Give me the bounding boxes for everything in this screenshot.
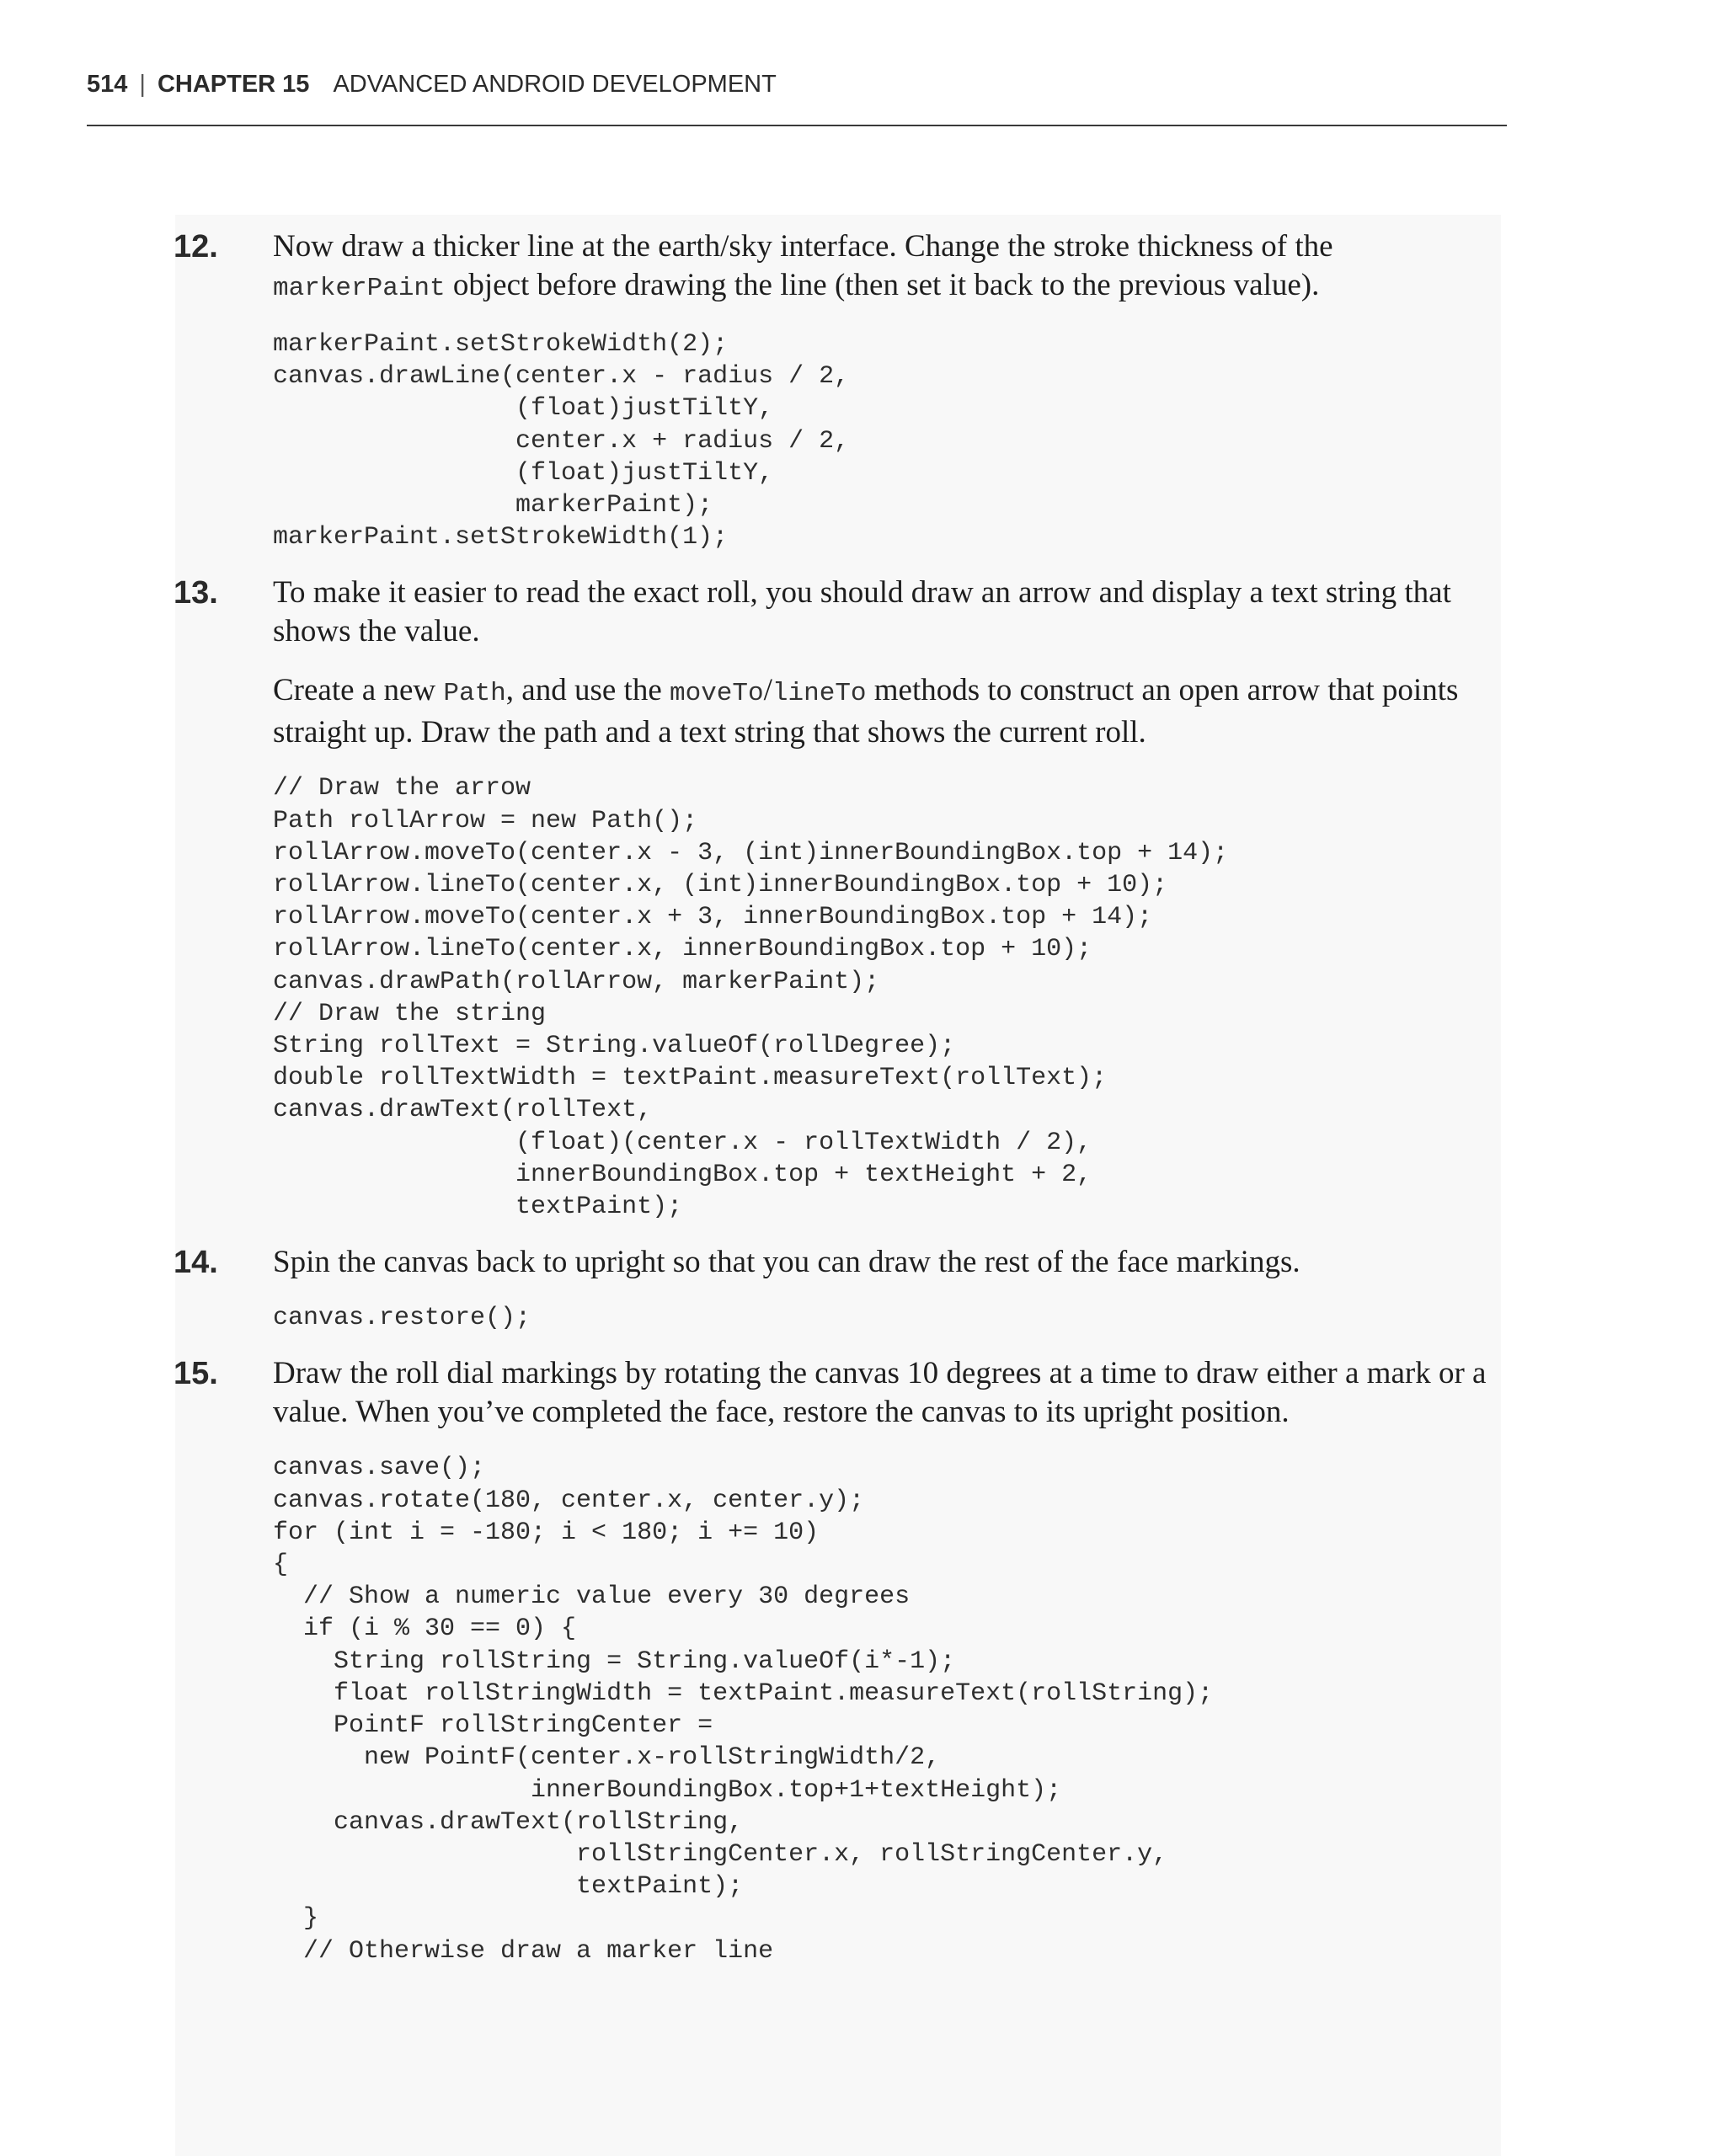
header-separator: |: [139, 71, 146, 98]
instruction-text: Create a new: [273, 673, 444, 708]
step-instruction: To make it easier to read the exact roll, you should draw an arrow and display a text string that shows the value.: [273, 575, 1451, 649]
step-number: 14.: [174, 1245, 218, 1281]
step-12: [174, 227, 1504, 553]
chapter-label: CHAPTER 15: [157, 71, 310, 98]
code-block: canvas.save(); canvas.rotate(180, center.x, center.y); for (int i = -180; i < 180; i += 10) { // Show a numeric value every 30 degrees if (i % 30 == 0) { String rollString = String.valueOf(i*-1); float rollStringWidth = textPaint.measureText(rollString); PointF rollStringCenter = new PointF(center.x-rollStringWidth/2, innerBoundingBox.top+1+textHeight); canvas.drawText(rollString, rollStringCenter.x, rollStringCenter.y, textPaint); } // Otherwise draw a marker line: [273, 1454, 1214, 1966]
step-number: 13.: [174, 575, 218, 611]
step-list: [174, 227, 1504, 1988]
code-block: // Draw the arrow Path rollArrow = new Path(); rollArrow.moveTo(center.x - 3, (int)innerBoundingBox.top + 14); rollArrow.lineTo(center.x, (int)innerBoundingBox.top + 10); rollArrow.moveTo(center.x + 3, innerBoundingBox.top + 14); rollArrow.lineTo(center.x, innerBoundingBox.top + 10); canvas.drawPath(rollArrow, markerPaint); // Draw the string String rollText = String.valueOf(rollDegree); double rollTextWidth = textPaint.measureText(rollText); canvas.drawText(rollText, (float)(center.x - rollTextWidth / 2), innerBoundingBox.top + textHeight + 2, textPaint);: [273, 774, 1229, 1222]
instruction-text: , and use the: [505, 673, 670, 708]
step-instruction: [273, 671, 1504, 752]
step-number: 12.: [174, 229, 218, 264]
page-number: 514: [87, 71, 128, 98]
step-instruction: Spin the canvas back to upright so that you can draw the rest of the face markings.: [273, 1245, 1300, 1280]
inline-code: Path: [443, 679, 506, 709]
step-instruction: [273, 227, 1504, 308]
inline-code: moveTo: [670, 679, 764, 709]
step-number: 15.: [174, 1356, 218, 1392]
code-block: canvas.restore();: [273, 1304, 531, 1333]
step-13: [174, 574, 1504, 1223]
header-rule: [87, 125, 1507, 126]
inline-code: markerPaint: [273, 274, 446, 303]
instruction-text: methods to construct an open arrow that points straight up. Draw the path and a text string that shows the current roll.: [273, 673, 1459, 750]
instruction-text: Now draw a thicker line at the earth/sky interface. Change the stroke thickness of the: [273, 229, 1333, 264]
running-header: [87, 64, 1507, 104]
code-block: markerPaint.setStrokeWidth(2); canvas.drawLine(center.x - radius / 2, (float)justTiltY, center.x + radius / 2, (float)justTiltY, markerPaint); markerPaint.setStrokeWidth(1);: [273, 330, 850, 552]
inline-code: lineTo: [772, 679, 867, 709]
step-15: [174, 1354, 1504, 1967]
chapter-title: ADVANCED ANDROID DEVELOPMENT: [333, 71, 777, 98]
step-14: [174, 1243, 1504, 1334]
instruction-text: object before drawing the line (then set it back to the previous value).: [445, 268, 1320, 302]
instruction-text: /: [763, 673, 772, 708]
step-instruction: Draw the roll dial markings by rotating the canvas 10 degrees at a time to draw either a mark or a value. When you’ve completed the face, restore the canvas to its upright position.: [273, 1356, 1487, 1430]
